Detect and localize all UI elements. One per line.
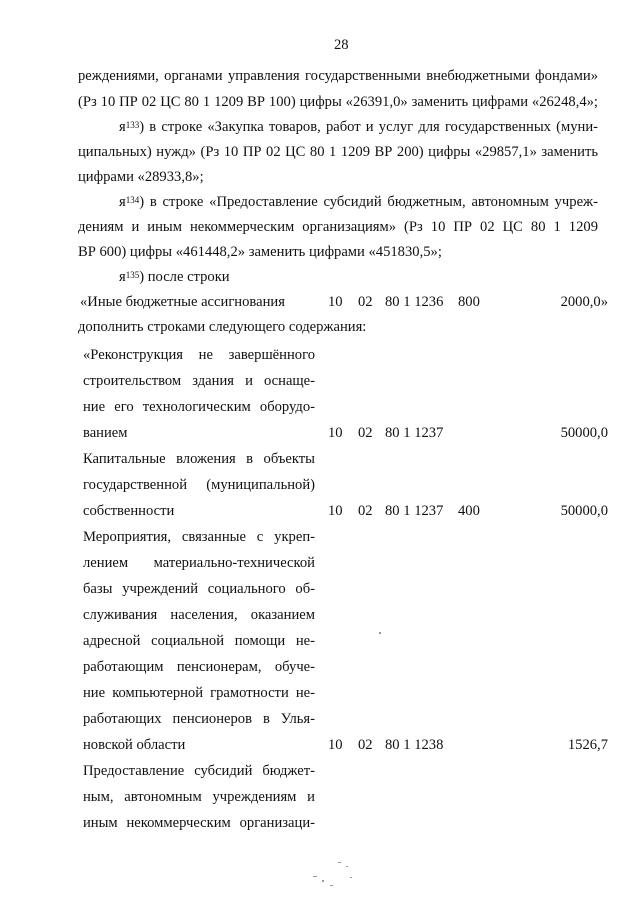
scan-speck: [322, 880, 324, 882]
footnote-ref: 134: [125, 195, 140, 205]
text-line: $я^{135}$) после строки: [119, 269, 230, 285]
footnote-ref: 135: [125, 270, 140, 280]
table-row-name: «Иные бюджетные ассигнования: [80, 294, 285, 310]
table-row-line: ванием: [83, 425, 128, 441]
cs-code: 80 1 1236: [385, 294, 444, 310]
scan-speck: [350, 877, 352, 878]
table-row-line: новской области: [83, 737, 186, 753]
table-row-line: работающих пенсионеров в Улья-: [83, 711, 315, 727]
table-row-line: адресной социальной помощи не-: [83, 633, 315, 649]
text-line: $я^{133}$) в строке «Закупка товаров, работ и услуг для государственных (муни-: [119, 119, 598, 135]
rz-code: 10: [328, 294, 343, 310]
scan-speck: [330, 885, 333, 886]
table-row-line: Предоставление субсидий бюджет-: [83, 763, 315, 779]
amount: 1526,7: [567, 737, 608, 753]
table-row-line: ние компьютерной грамотности не-: [83, 685, 315, 701]
rz-code: 10: [328, 503, 343, 519]
pr-code: 02: [358, 503, 373, 519]
rz-code: 10: [328, 737, 343, 753]
pr-code: 02: [358, 294, 373, 310]
table-row-line: «Реконструкция не завершённого: [83, 347, 315, 363]
text-line: цифрами «28933,8»;: [78, 169, 204, 185]
amount: 50000,0: [560, 425, 608, 441]
scan-speck: [379, 632, 381, 634]
table-row-line: иным некоммерческим организаци-: [83, 815, 315, 831]
text-line: (Рз 10 ПР 02 ЦС 80 1 1209 ВР 100) цифры «26391,0» заменить цифрами «26248,4»;: [78, 94, 598, 110]
page-number: 28: [334, 37, 349, 53]
vr-code: 400: [458, 503, 480, 519]
table-row-line: строительством здания и оснаще-: [83, 373, 315, 389]
text-line: дополнить строками следующего содержания:: [78, 319, 367, 335]
table-row-line: государственной (муниципальной): [83, 477, 315, 493]
table-row-line: служивания населения, оказанием: [83, 607, 315, 623]
cs-code: 80 1 1238: [385, 737, 444, 753]
pr-code: 02: [358, 425, 373, 441]
table-row-line: Капитальные вложения в объекты: [83, 451, 315, 467]
rz-code: 10: [328, 425, 343, 441]
scan-speck: [346, 866, 348, 867]
table-row-line: ние его технологическим оборудо-: [83, 399, 315, 415]
vr-code: 800: [458, 294, 480, 310]
cs-code: 80 1 1237: [385, 503, 444, 519]
footnote-ref: 133: [125, 120, 140, 130]
table-row-line: лением материально-технической: [83, 555, 315, 571]
cs-code: 80 1 1237: [385, 425, 444, 441]
scan-speck: [338, 862, 341, 863]
pr-code: 02: [358, 737, 373, 753]
text-line: $я^{134}$) в строке «Предоставление субсидий бюджетным, автономным учреж-: [119, 194, 598, 210]
text-line: дениям и иным некоммерческим организациям» (Рз 10 ПР 02 ЦС 80 1 1209: [78, 219, 598, 235]
amount: 2000,0»: [560, 294, 608, 310]
table-row-line: Мероприятия, связанные с укреп-: [83, 529, 315, 545]
table-row-line: ным, автономным учреждениям и: [83, 789, 315, 805]
text-line: реждениями, органами управления государственными внебюджетными фондами»: [78, 68, 598, 84]
text-line: ВР 600) цифры «461448,2» заменить цифрами «451830,5»;: [78, 244, 442, 260]
text-line: ципальных) нужд» (Рз 10 ПР 02 ЦС 80 1 1209 ВР 200) цифры «29857,1» заменить: [78, 144, 598, 160]
amount: 50000,0: [560, 503, 608, 519]
scan-speck: [313, 876, 317, 877]
table-row-line: базы учреждений социального об-: [83, 581, 315, 597]
table-row-line: собственности: [83, 503, 175, 519]
table-row-line: работающим пенсионерам, обуче-: [83, 659, 315, 675]
